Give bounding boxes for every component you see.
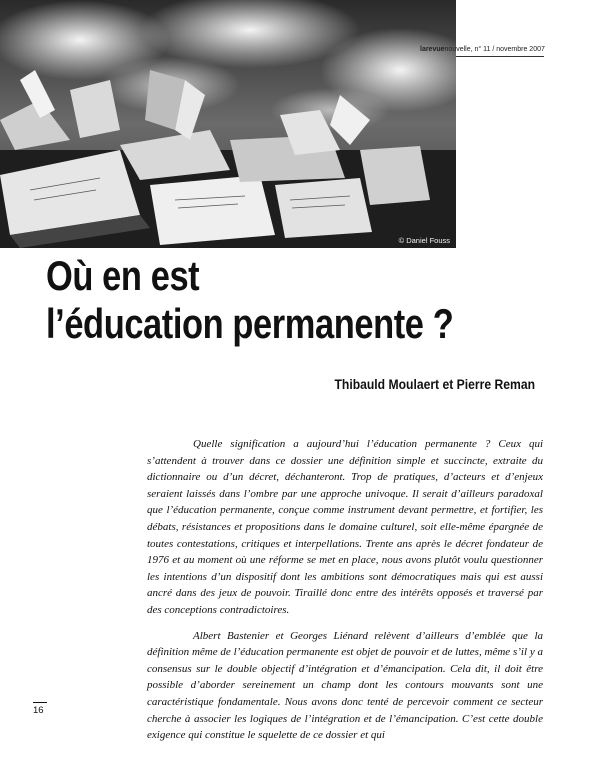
journal-masthead <box>420 46 544 53</box>
article-body <box>147 436 543 744</box>
footer-rule <box>33 702 47 703</box>
flying-books-photo <box>0 0 456 248</box>
paragraph-1: Quelle signification a aujourd’hui l’éducation permanente ? Ceux qui s’attendent à trouver dans ce dossier une définition simple et succincte, extraite du dictionnaire ou d’un décret, déchanteront. Trop de pratiques, d’acteurs et d’enjeux seraient laissés dans l’ombre par une approche univoque. Il serait d’ailleurs paradoxal que l’éducation permanente, conçue comme instrument devant permettre, et fortifier, les débats, résistances et propositions dans le domaine culturel, soit elle-même épargnée de toutes contestations, critiques et interpellations. Trente ans après le décret fondateur de 1976 et au moment où une réforme se met en place, nous avons plutôt voulu questionner les intentions d’un dispositif dont les ambitions sont démocratiques mais qui est aussi ancré dans des jeux de pouvoir. Tiraillé donc entre des intérêts opposés et traversé par des conceptions contradictoires. <box>147 438 543 616</box>
page-number: 16 <box>33 705 44 716</box>
article-title-line-1: Où en est <box>46 252 200 299</box>
masthead-rule <box>456 56 544 57</box>
article-authors: Thibauld Moulaert et Pierre Reman <box>334 377 535 392</box>
photo-credit: © Daniel Fouss <box>398 236 450 245</box>
journal-issue: nouvelle, n° 11 / novembre 2007 <box>444 46 545 53</box>
article-title-line-2: l’éducation permanente ? <box>46 300 454 347</box>
article-title <box>46 252 472 348</box>
paragraph-2: Albert Bastenier et Georges Liénard relèvent d’ailleurs d’emblée que la définition même de l’éducation permanente est objet de pouvoir et de luttes, même s’il y a consensus sur le double objectif d’intégration et d’émancipation. Cela dit, il doit être possible d’aborder sereinement un champ dont les contours mouvants sont une caractéristique fondamentale. Nous avons donc tenté de percevoir comment ce secteur cherche à associer les logiques de l’intégration et de l’émancipation. C’est cette double exigence qui constitue le squelette de ce dossier et qui <box>147 629 543 742</box>
header-photo <box>0 0 456 248</box>
journal-brand: larevue <box>420 46 445 53</box>
